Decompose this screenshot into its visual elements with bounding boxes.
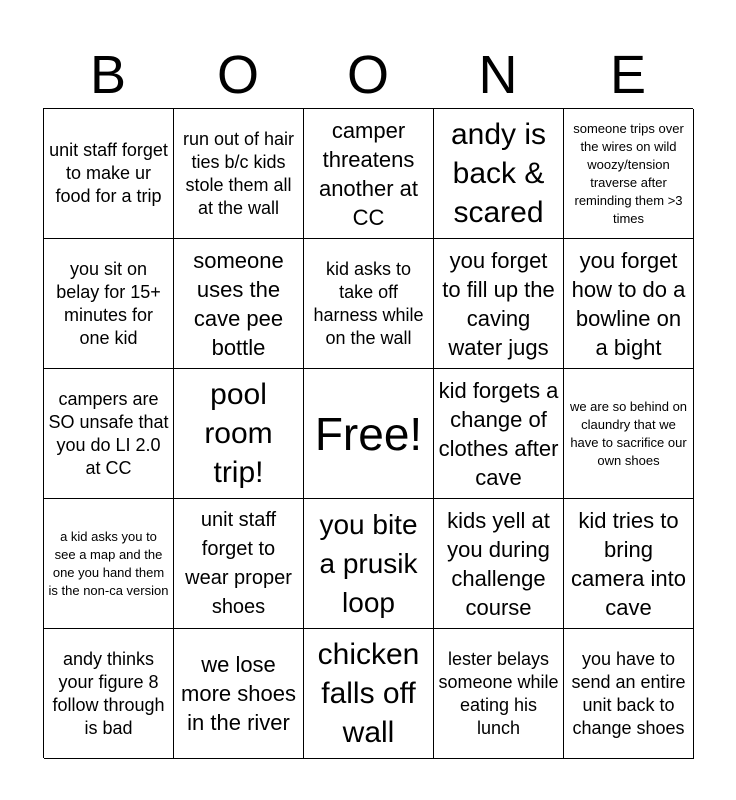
bingo-cell[interactable] xyxy=(304,629,434,759)
bingo-cell[interactable] xyxy=(174,109,304,239)
header-letter-n: N xyxy=(478,45,518,105)
cell-text: unit staff forget to make ur food for a trip xyxy=(49,140,168,206)
bingo-cell[interactable] xyxy=(434,109,564,239)
bingo-cell[interactable] xyxy=(434,369,564,499)
cell-text: we lose more shoes in the river xyxy=(181,652,296,735)
free-space[interactable] xyxy=(304,369,434,499)
bingo-cell[interactable] xyxy=(564,499,694,629)
bingo-cell[interactable] xyxy=(174,629,304,759)
cell-text: someone uses the cave pee bottle xyxy=(193,247,284,360)
bingo-cell[interactable] xyxy=(174,499,304,629)
cell-text: andy thinks your figure 8 follow through is bad xyxy=(52,648,165,738)
cell-text: kids yell at you during challenge course xyxy=(447,507,550,620)
cell-text: run out of hair ties b/c kids stole them all at the wall xyxy=(182,128,295,218)
bingo-cell[interactable] xyxy=(434,499,564,629)
bingo-board xyxy=(43,108,693,758)
cell-text: pool room trip! xyxy=(204,378,273,489)
bingo-cell[interactable] xyxy=(44,369,174,499)
cell-text: you sit on belay for 15+ minutes for one kid xyxy=(56,258,161,348)
bingo-cell[interactable] xyxy=(44,109,174,239)
cell-text: someone trips over the wires on wild woozy/tension traverse after reminding them >3 times xyxy=(573,120,684,226)
header-letter-b: B xyxy=(89,45,127,105)
cell-text: chicken falls off wall xyxy=(317,638,420,749)
bingo-cell[interactable] xyxy=(44,499,174,629)
header-letter-e: E xyxy=(609,45,647,105)
free-space-text: Free! xyxy=(314,407,423,460)
cell-text: kid forgets a change of clothes after cave xyxy=(438,377,559,490)
cell-text: kid asks to take off harness while on the wall xyxy=(313,258,424,348)
bingo-cell[interactable] xyxy=(564,239,694,369)
bingo-cell[interactable] xyxy=(564,629,694,759)
bingo-cell[interactable] xyxy=(304,239,434,369)
bingo-cell[interactable] xyxy=(564,109,694,239)
cell-text: you forget to fill up the caving water jugs xyxy=(442,247,555,360)
cell-text: a kid asks you to see a map and the one you hand them is the non-ca version xyxy=(48,528,169,598)
cell-text: andy is back & scared xyxy=(450,118,547,229)
header-letter-o: O xyxy=(216,45,259,105)
bingo-cell[interactable] xyxy=(174,369,304,499)
cell-text: campers are SO unsafe that you do LI 2.0 at CC xyxy=(48,388,169,478)
cell-text: unit staff forget to wear proper shoes xyxy=(185,508,292,618)
cell-text: lester belays someone while eating his lunch xyxy=(438,648,559,738)
cell-text: you have to send an entire unit back to change shoes xyxy=(571,648,686,738)
bingo-cell[interactable] xyxy=(564,369,694,499)
cell-text: you forget how to do a bowline on a bight xyxy=(571,247,686,360)
bingo-cell[interactable] xyxy=(304,499,434,629)
bingo-header xyxy=(43,42,693,108)
bingo-cell[interactable] xyxy=(44,239,174,369)
cell-text: camper threatens another at CC xyxy=(318,117,419,230)
header-letter-o-2: O xyxy=(346,45,389,105)
cell-text: we are so behind on claundry that we have to sacrifice our own shoes xyxy=(569,398,688,468)
bingo-cell[interactable] xyxy=(174,239,304,369)
bingo-cell[interactable] xyxy=(44,629,174,759)
bingo-cell[interactable] xyxy=(304,109,434,239)
cell-text: you bite a prusik loop xyxy=(319,509,418,618)
cell-text: kid tries to bring camera into cave xyxy=(571,507,686,620)
bingo-cell[interactable] xyxy=(434,239,564,369)
bingo-cell[interactable] xyxy=(434,629,564,759)
